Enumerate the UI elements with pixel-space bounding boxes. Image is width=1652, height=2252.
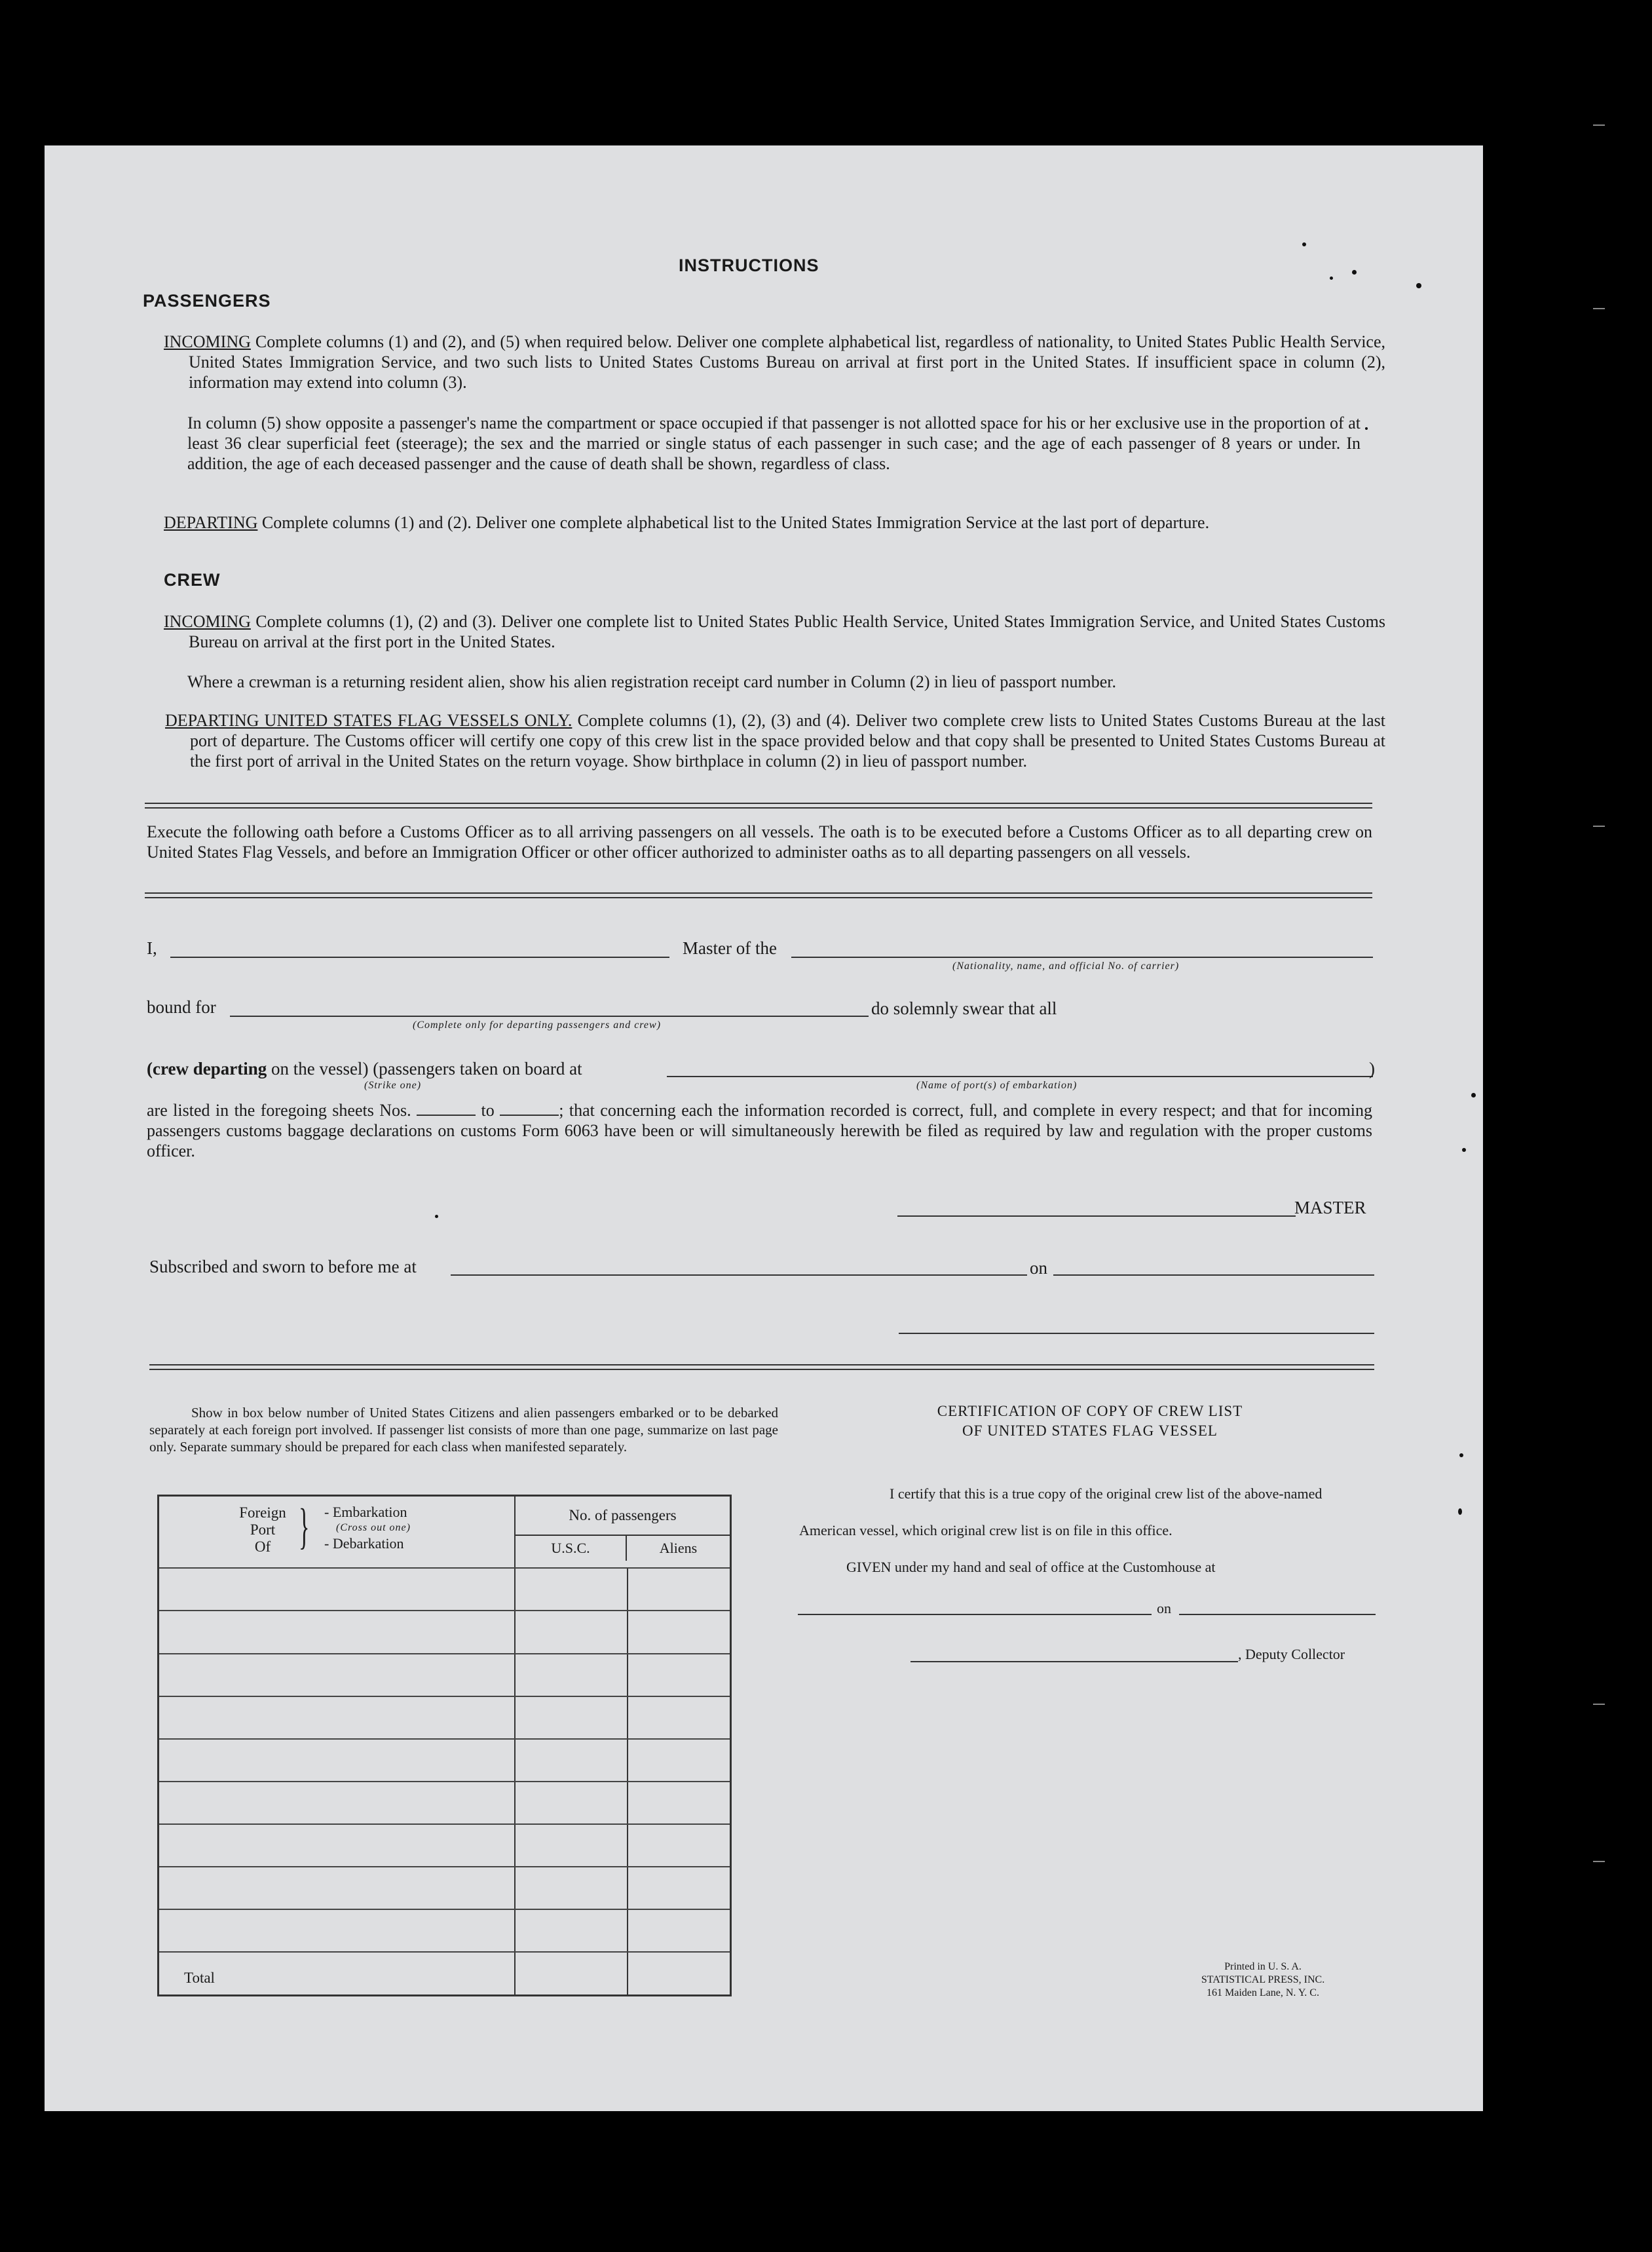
edge-mark [1593,1861,1605,1862]
port-cell[interactable] [159,1824,516,1867]
bound-for-label: bound for [147,997,216,1017]
port-cell[interactable] [159,1909,516,1952]
of-label: Of [254,1538,271,1555]
usc-cell[interactable] [515,1867,628,1909]
edge-mark [1593,124,1605,126]
table-row [159,1782,731,1824]
master-label: MASTER [1294,1198,1366,1217]
crew-heading: CREW [164,570,221,590]
usc-cell[interactable] [515,1739,628,1782]
sworn-date-field[interactable] [1053,1274,1374,1276]
to-label: to [481,1101,495,1120]
total-label: Total [184,1970,215,1986]
scan-dot [1458,1508,1462,1515]
ports-table [157,1495,732,1996]
master-signature-field[interactable] [897,1215,1296,1217]
speck [1352,270,1357,275]
strike-one-line [147,1059,582,1079]
i-label: I, [147,938,157,958]
speck [1302,242,1306,246]
certify-line2: American vessel, which original crew list is on file in this office. [799,1522,1173,1538]
bound-for-field[interactable] [230,1016,869,1017]
close-paren: ) [1369,1059,1375,1078]
officer-signature-field[interactable] [899,1333,1374,1334]
brace-icon: } [299,1499,310,1554]
crewman-instruction: Where a crewman is a returning resident alien, show his alien registration receipt card number in Column (2) in lieu of passport number. [187,672,1117,691]
printer-imprint [1171,1960,1355,2000]
box-instructions: Show in box below number of United States Citizens and alien passengers embarked or to be debarked separately at each foreign port involved. If passenger list consists of more than one page, summarize on last page only. Separate summary should be prepared for each class when manifested separately. [149,1405,778,1455]
table-row [159,1909,731,1952]
usc-cell[interactable] [515,1611,628,1653]
port-cell[interactable] [159,1696,516,1739]
carrier-caption: (Nationality, name, and official No. of carrier) [952,961,1180,972]
departing-label: DEPARTING [164,513,258,532]
printer-line3: 161 Maiden Lane, N. Y. C. [1207,1987,1319,1998]
printer-line2: STATISTICAL PRESS, INC. [1201,1974,1325,1985]
aliens-cell[interactable] [628,1654,731,1696]
form-page [45,145,1483,2111]
deputy-collector-label: , Deputy Collector [1238,1646,1345,1662]
divider [149,1364,1374,1370]
usc-cell[interactable] [515,1909,628,1952]
edge-mark [1593,826,1605,827]
subscribed-label: Subscribed and sworn to before me at [149,1257,417,1276]
speck [1365,427,1368,430]
strike-one-caption: (Strike one) [364,1080,422,1091]
scan-dot [1462,1148,1466,1152]
divider [145,803,1372,809]
on-label: on [1030,1258,1047,1278]
on-vessel-label: on the vessel) [271,1059,369,1078]
port-cell[interactable] [159,1782,516,1824]
given-line: GIVEN under my hand and seal of office at the Customhouse at [846,1559,1216,1575]
scan-dot [1459,1453,1463,1457]
sworn-at-field[interactable] [451,1274,1027,1276]
embarkation-label: - Embarkation [324,1504,407,1520]
crew-incoming-label: INCOMING [164,612,251,631]
usc-cell[interactable] [515,1696,628,1739]
no-passengers-label: No. of passengers [516,1497,730,1536]
speck [1330,277,1333,280]
usc-cell[interactable] [515,1782,628,1824]
port-header-cell [159,1496,516,1569]
instructions-title: INSTRUCTIONS [679,256,819,275]
aliens-total-cell[interactable] [628,1952,731,1995]
usc-cell[interactable] [515,1568,628,1611]
usc-total-cell[interactable] [515,1952,628,1995]
aliens-cell[interactable] [628,1782,731,1824]
bound-for-caption: (Complete only for departing passengers and crew) [413,1020,662,1031]
sheets-statement [147,1100,1372,1161]
aliens-cell[interactable] [628,1611,731,1653]
crew-departing-label: (crew departing [147,1059,267,1078]
departing-flag-text: Complete columns (1), (2), (3) and (4). Deliver two complete crew lists to United States Customs Bureau at the last port of departure. The Customs officer will certify one copy of this crew list in the space provided below and that copy shall be presented to United States Customs Bureau at the first port of arrival in the United States on the return voyage. Show birthplace in column (2) in lieu of passport number. [190,711,1385,771]
passengers-header-cell [515,1496,731,1569]
passengers-incoming-instruction [164,332,1385,392]
crew-incoming-instruction [164,611,1385,652]
speck [435,1215,438,1218]
departing-flag-label: DEPARTING UNITED STATES FLAG VESSELS ONLY. [165,711,573,730]
usc-cell[interactable] [515,1824,628,1867]
departing-flag-instruction [165,710,1385,771]
certification-title-line2: OF UNITED STATES FLAG VESSEL [962,1422,1218,1439]
departing-text: Complete columns (1) and (2). Deliver one complete alphabetical list to the United States Immigration Service at the last port of departure. [261,513,1210,532]
carrier-field[interactable] [791,957,1373,958]
aliens-label: Aliens [659,1540,698,1556]
incoming-label: INCOMING [164,332,251,351]
table-row [159,1867,731,1909]
passengers-taken-label: (passengers taken on board at [373,1059,582,1078]
cert-on-label: on [1157,1600,1171,1616]
sheets-suffix: ; that concerning each the information recorded is correct, full, and complete in every respect; and that for incoming passengers customs baggage declarations on customs Form 6063 have been or will simultaneously herewith be filed as required by law and regulation with the proper customs officer. [147,1101,1373,1160]
sheet-from-field[interactable] [417,1104,476,1116]
certification-title-line1: CERTIFICATION OF COPY OF CREW LIST [937,1403,1243,1419]
aliens-cell[interactable] [628,1909,731,1952]
aliens-cell[interactable] [628,1739,731,1782]
total-row [159,1952,731,1995]
port-cell[interactable] [159,1867,516,1909]
table-row [159,1824,731,1867]
table-row [159,1568,731,1611]
aliens-cell[interactable] [628,1867,731,1909]
edge-mark [1593,308,1605,309]
incoming-text: Complete columns (1) and (2), and (5) when required below. Deliver one complete alphabetical list, regardless of nationality, to United States Public Health Service, United States Immigration Service, and two such lists to United States Customs Bureau on arrival at first port in the United States. If insufficient space in column (2), information may extend into column (3). [189,332,1386,392]
foreign-label: Foreign [239,1504,286,1521]
cert-date-field[interactable] [1179,1614,1376,1615]
table-row [159,1696,731,1739]
scan-dot [1416,283,1421,288]
port-cell[interactable] [159,1568,516,1611]
scan-dot [1471,1093,1476,1097]
printer-line1: Printed in U. S. A. [1224,1961,1302,1972]
customhouse-field[interactable] [798,1614,1152,1615]
passengers-heading: PASSENGERS [143,291,271,311]
edge-mark [1593,1704,1605,1705]
table-row [159,1739,731,1782]
sheet-to-field[interactable] [500,1104,559,1116]
table-row [159,1611,731,1653]
usc-cell[interactable] [515,1654,628,1696]
passengers-departing-instruction [164,512,1385,533]
cross-out-label: (Cross out one) [336,1522,411,1533]
aliens-cell[interactable] [628,1568,731,1611]
ports-header-row [159,1496,731,1569]
embarkation-port-field[interactable] [667,1076,1373,1077]
port-cell[interactable] [159,1611,516,1653]
column5-instruction: In column (5) show opposite a passenger's name the compartment or space occupied if that passenger is not allotted space for his or her exclusive use in the proportion of at least 36 clear superficial feet (steerage); the sex and the married or single status of each passenger in such case; and the age of each passenger of 8 years or under. In addition, the age of each deceased passenger and the cause of death shall be shown, regardless of class. [187,413,1361,473]
aliens-cell[interactable] [628,1696,731,1739]
port-caption: (Name of port(s) of embarkation) [916,1080,1078,1091]
divider [145,892,1372,898]
sheets-prefix: are listed in the foregoing sheets Nos. [147,1101,411,1120]
port-cell[interactable] [159,1654,516,1696]
master-of-the-label: Master of the [683,938,777,958]
port-cell[interactable] [159,1739,516,1782]
oath-intro: Execute the following oath before a Customs Officer as to all arriving passengers on all vessels. The oath is to be executed before a Customs Officer as to all departing crew on United States Flag Vessels, and before an Immigration Officer or other officer authorized to administer oaths as to all departing passengers on all vessels. [147,822,1372,862]
certification-title [841,1402,1339,1441]
aliens-cell[interactable] [628,1824,731,1867]
port-label: Port [250,1521,276,1538]
table-row [159,1654,731,1696]
certify-line1: I certify that this is a true copy of the original crew list of the above-named [890,1485,1323,1502]
swear-text: do solemnly swear that all [871,999,1057,1018]
deputy-signature-field[interactable] [910,1661,1238,1662]
usc-label: U.S.C. [516,1536,627,1561]
debarkation-label: - Debarkation [324,1535,404,1552]
master-name-field[interactable] [170,957,669,958]
crew-incoming-text: Complete columns (1), (2) and (3). Deliver one complete list to United States Public Health Service, United States Immigration Service, and United States Customs Bureau on arrival at the first port in the United States. [189,612,1385,651]
